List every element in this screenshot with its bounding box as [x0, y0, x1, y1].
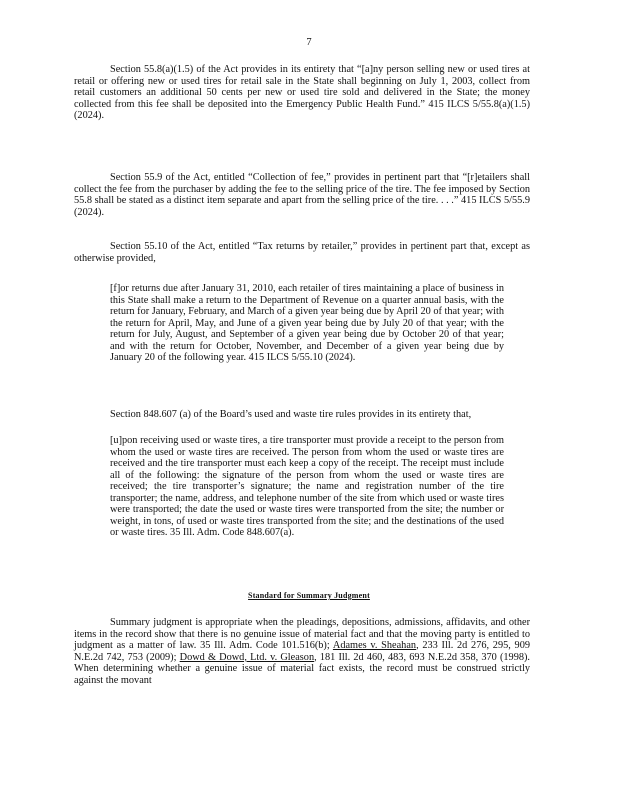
paragraph-summary-judgment	[74, 617, 530, 686]
block-quote-tax-returns: [f]or returns due after January 31, 2010, each retailer of tires maintaining a place of business in this State shall make a return to the Department of Revenue on a quarter annual basis, with the return for January, February, and March of a given year being due by April 20 of that year; with the return for April, May, and June of a given year being due by July 20 of that year; with the return for July, August, and September of a given year being due by October 20 of that year; and with the return for October, November, and December of a given year being due by January 20 of the following year. 415 ILCS 5/55.10 (2024).	[110, 283, 504, 364]
paragraph-section-55-9: Section 55.9 of the Act, entitled “Collection of fee,” provides in pertinent part that “[r]etailers shall collect the fee from the purchaser by adding the fee to the selling price of the tire. The fee imposed by Section 55.8 shall be stated as a distinct item separate and apart from the selling price of the tire. . . .” 415 ILCS 5/55.9 (2024).	[74, 172, 530, 218]
paragraph-section-848-607: Section 848.607 (a) of the Board’s used and waste tire rules provides in its entirety that,	[110, 409, 472, 420]
case-citation-adames: Adames v. Sheahan	[332, 640, 417, 652]
paragraph-section-55-8: Section 55.8(a)(1.5) of the Act provides in its entirety that “[a]ny person selling new or used tires at retail or offering new or used tires for retail sale in the State shall beginning on July 1, 2003, collect from retail customers an additional 50 cents per new or used tire sold and delivered in the State; the money collected from this fee shall be deposited into the Emergency Public Health Fund.” 415 ILCS 5/55.8(a)(1.5) (2024).	[74, 64, 530, 122]
paragraph-section-55-10: Section 55.10 of the Act, entitled “Tax returns by retailer,” provides in pertinent part that, except as otherwise provided,	[74, 241, 530, 264]
summary-text-a: Summary judgment is appropriate when the pleadings, depositions, admissions, affidavits, and other items in the record show that there is no genuine issue of material fact and that the moving party is entitled to judgment as a matter of law. 35 Ill. Adm. Code 101.516(b);	[74, 617, 530, 652]
block-quote-receipt-rule: [u]pon receiving used or waste tires, a tire transporter must provide a receipt to the person from whom the used or waste tires are received. The person from whom the used or waste tires are received and the tire transporter must each keep a copy of the receipt. The receipt must include all of the following: the signature of the person from whom the used or waste tires are received; the tire transporter’s signature; the name and registration number of the tire transporter; the name, address, and telephone number of the site from which used or waste tires were transported; the date the used or waste tires were transported from the site; the number or weight, in tons, of used or waste tires transported from the site; and the destinations of the used or waste tires. 35 Ill. Adm. Code 848.607(a).	[110, 435, 504, 539]
summary-text-c: , 181 Ill. 2d 460, 483, 693 N.E.2d 358, 370 (1998). When determining whether a genuine issue of material fact exists, the record must be construed strictly against the movant	[74, 651, 530, 686]
page-number: 7	[306, 37, 312, 48]
summary-text-b: , 233 Ill. 2d 276, 295, 909 N.E.2d 742, 753 (2009);	[74, 640, 530, 663]
heading-text: Standard for Summary Judgment	[248, 591, 370, 600]
case-citation-dowd: Dowd & Dowd, Ltd. v. Gleason	[179, 651, 315, 663]
section-heading	[0, 590, 618, 602]
